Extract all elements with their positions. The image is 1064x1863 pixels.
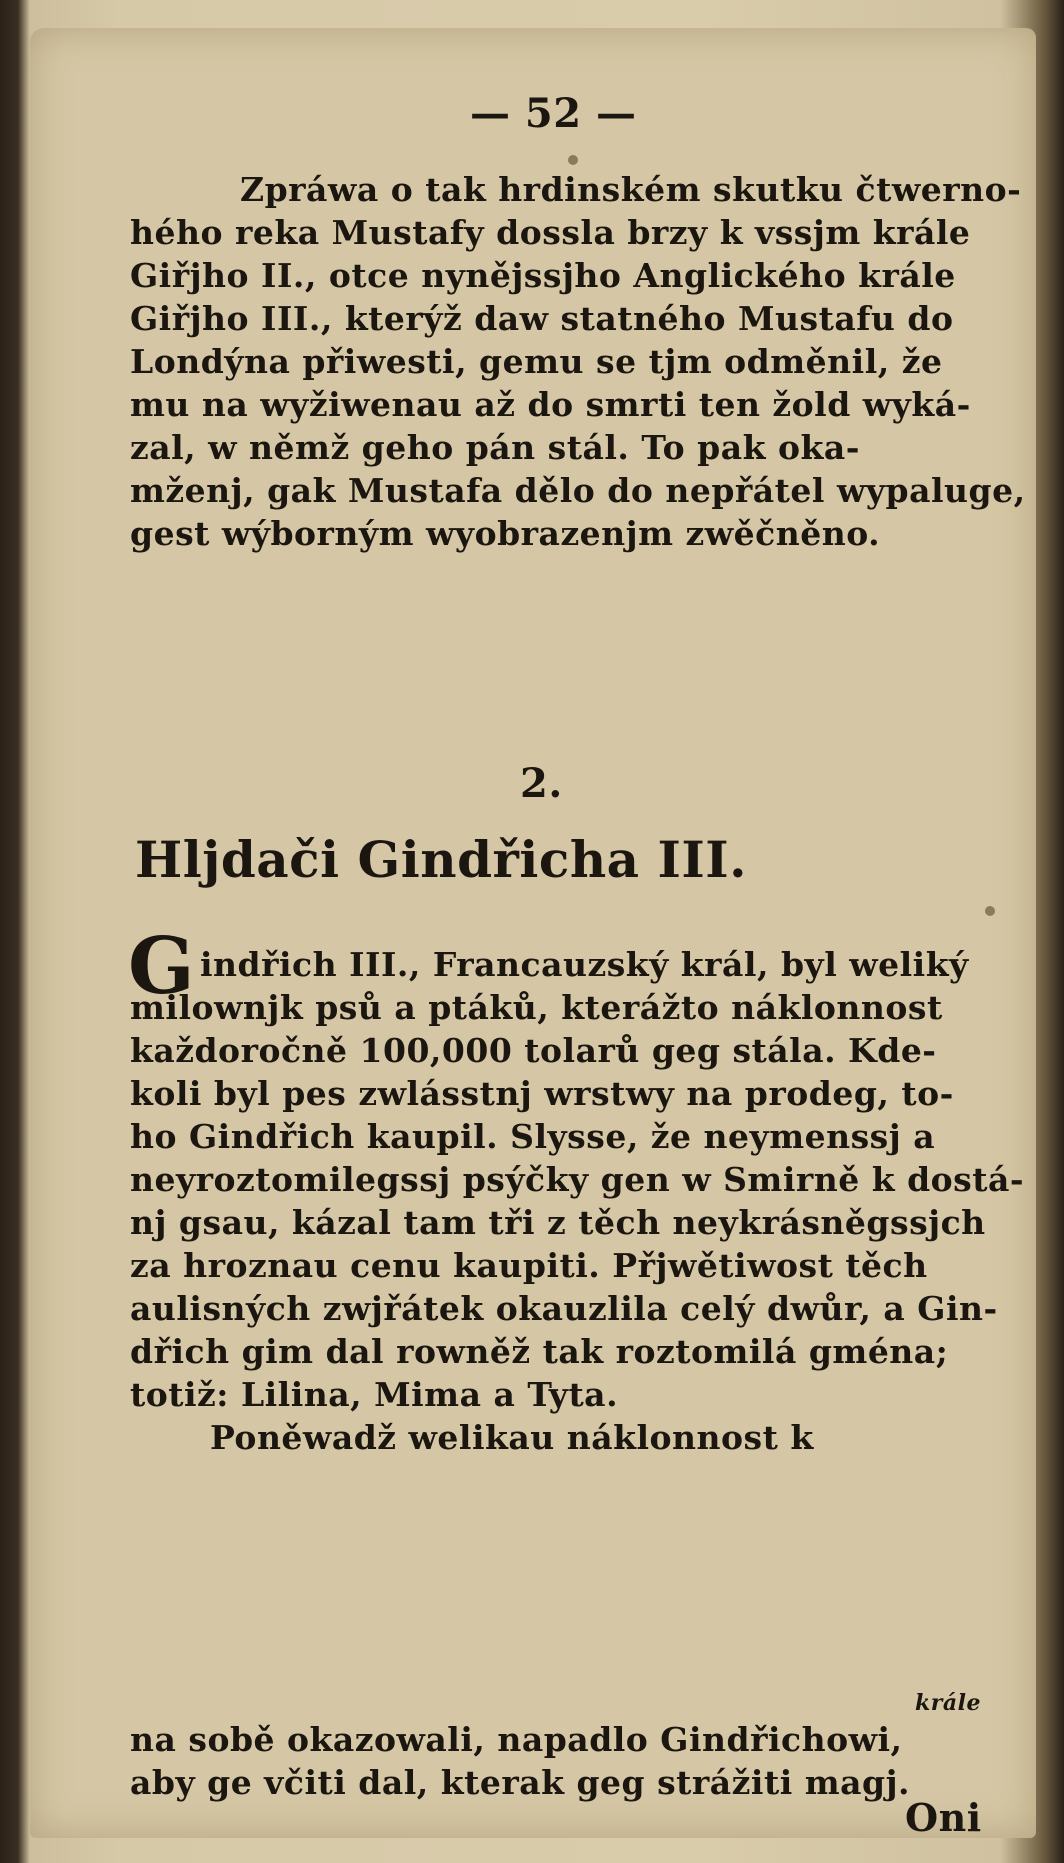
text-line: Londýna přiwesti, gemu se tjm odměnil, že — [130, 342, 943, 381]
margin-note: krále — [915, 1690, 981, 1716]
text-line: indřich III., Francauzský král, byl weliký — [200, 945, 969, 984]
text-line: milownjk psů a ptáků, kterážto náklonnost — [130, 988, 943, 1027]
ink-spot — [568, 155, 578, 165]
text-line: Poněwadž welikau náklonnost k — [210, 1418, 814, 1457]
text-line: koli byl pes zwlásstnj wrstwy na prodeg, to- — [130, 1074, 954, 1113]
text-line: neyroztomilegssj psýčky gen w Smirně k dostá- — [130, 1160, 1025, 1199]
text-line: na sobě okazowali, napadlo Gindřichowi, — [130, 1720, 903, 1759]
text-line: aby ge včiti dal, kterak geg strážiti magj. — [130, 1763, 911, 1802]
text-line: Giřjho II., otce nynějssjho Anglického krále — [130, 256, 956, 295]
text-line: totiž: Lilina, Mima a Tyta. — [130, 1375, 619, 1414]
text-line: ho Gindřich kaupil. Slysse, že neymenssj a — [130, 1117, 936, 1156]
ink-spot — [985, 906, 995, 916]
page-number: — 52 — — [470, 90, 637, 137]
text-line: zal, w němž geho pán stál. To pak oka- — [130, 428, 860, 467]
text-line: hého reka Mustafy dossla brzy k vssjm krále — [130, 213, 971, 252]
text-line: Giřjho III., kterýž daw statného Mustafu do — [130, 299, 954, 338]
text-line: Zpráwa o tak hrdinském skutku čtwerno- — [240, 170, 1022, 209]
catchword: Oni — [905, 1795, 982, 1840]
text-line: aulisných zwjřátek okauzlila celý dwůr, a Gin- — [130, 1289, 998, 1328]
text-line: mu na wyžiwenau až do smrti ten žold wyká- — [130, 385, 971, 424]
section-title: Hljdači Gindřicha III. — [135, 830, 748, 889]
section-number: 2. — [520, 760, 563, 807]
text-line: gest wýborným wyobrazenjm zwěčněno. — [130, 514, 881, 553]
text-line: mženj, gak Mustafa dělo do nepřátel wypaluge, — [130, 471, 1026, 510]
text-line: dřich gim dal rowněž tak roztomilá gména; — [130, 1332, 949, 1371]
text-line: za hroznau cenu kaupiti. Přjwětiwost těch — [130, 1246, 928, 1285]
drop-cap: G — [128, 921, 195, 1012]
text-line: nj gsau, kázal tam tři z těch neykrásněgssjch — [130, 1203, 986, 1242]
text-line: každoročně 100,000 tolarů geg stála. Kde- — [130, 1031, 937, 1070]
